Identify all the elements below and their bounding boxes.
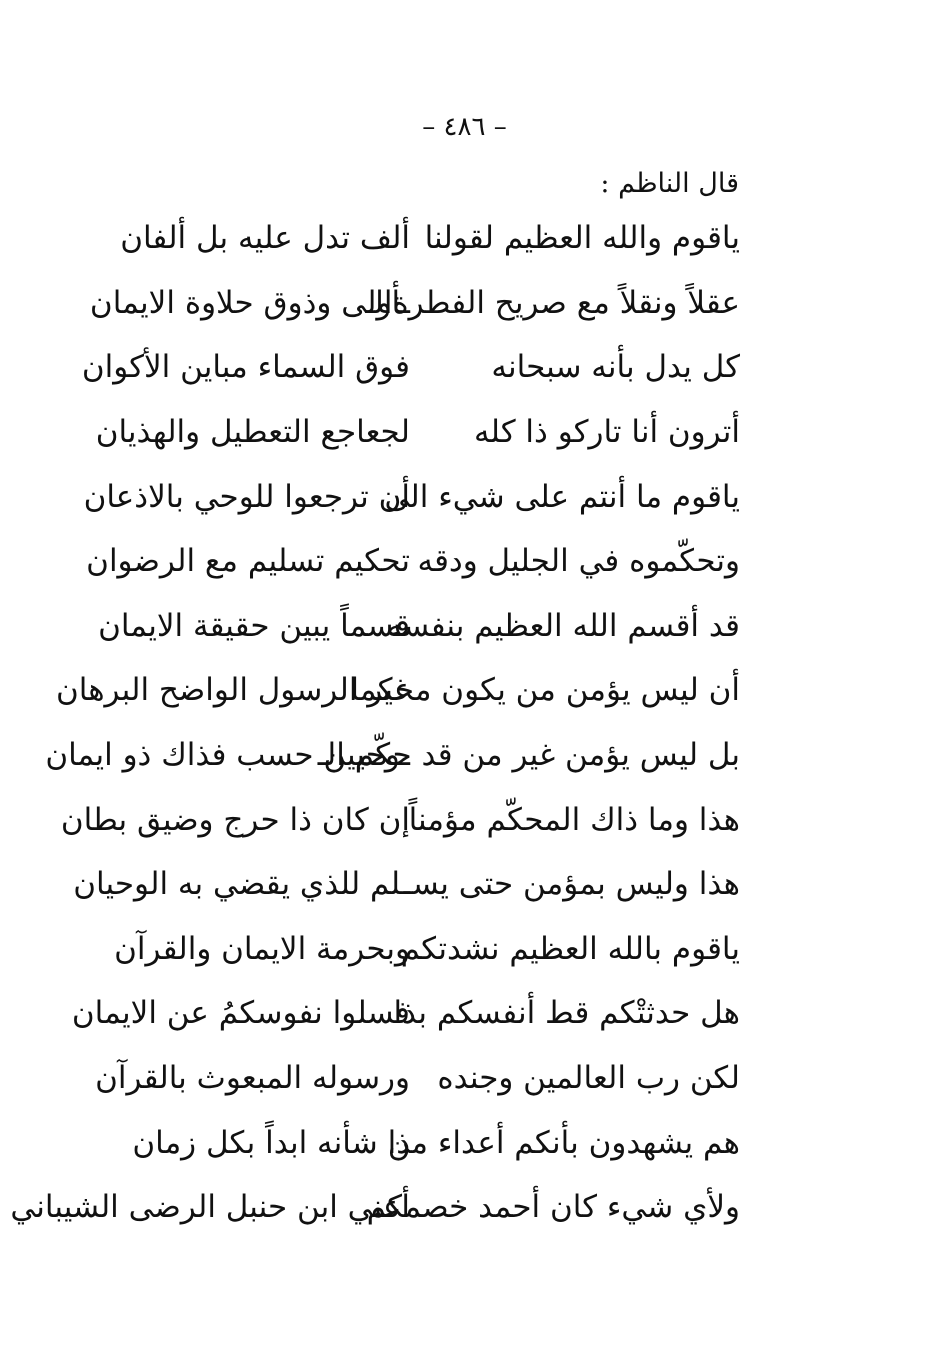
verse-first-hemistich: ولأي شيء كان أحمد خصمكم (366, 1189, 740, 1226)
verse-first-hemistich: هم يشهدون بأنكم أعداء من (387, 1124, 740, 1161)
verse-first-hemistich: هل حدثتْكم قط أنفسكم بذا (393, 995, 740, 1032)
verse-first-hemistich: عقلاً ونقلاً مع صريح الفطرةالـ (365, 284, 740, 321)
verse (45, 723, 740, 788)
verse-second-hemistich: قسماً يبين حقيقة الايمان (98, 607, 410, 644)
verse-second-hemistich: ـلم للذي يقضي به الوحيان (73, 866, 410, 903)
verse-second-hemistich: تحكيم تسليم مع الرضوان (86, 543, 410, 580)
verse (81, 335, 740, 400)
verse-second-hemistich: إن كان ذا حرج وضيق بطان (60, 801, 410, 838)
verse-first-hemistich: ياقوم ما أنتم على شيء الى (384, 478, 740, 515)
verse (10, 1175, 740, 1240)
verse-second-hemistich: أن ترجعوا للوحي بالاذعان (83, 478, 410, 515)
verse-second-hemistich: فسلوا نفوسكمُ عن الايمان (71, 995, 410, 1032)
verse-second-hemistich: لجعاجع التعطيل والهذيان (95, 414, 410, 451)
verse-first-hemistich: أن ليس يؤمن من يكون محكما (350, 672, 740, 709)
verse (83, 464, 740, 529)
verse-first-hemistich: ياقوم بالله العظيم نشدتكم (400, 930, 740, 967)
verse-second-hemistich: ألف تدل عليه بل ألفان (120, 220, 410, 257)
verse-second-hemistich: وبحرمة الايمان والقرآن (114, 930, 410, 967)
verse-second-hemistich: غير الرسول الواضح البرهان (55, 672, 410, 709)
verse (98, 594, 740, 659)
verse-first-hemistich: لكن رب العالمين وجنده (437, 1060, 740, 1097)
verse (73, 852, 740, 917)
verse-second-hemistich: فوق السماء مباين الأكوان (81, 349, 410, 386)
verse (120, 206, 740, 271)
verse (95, 1046, 740, 1111)
verse-first-hemistich: هذا وليس بمؤمن حتى يسـ (403, 866, 740, 903)
verse-first-hemistich: هذا وما ذاك المحكّم مؤمناً (408, 801, 740, 838)
verse (89, 271, 740, 336)
verse (95, 400, 740, 465)
intro-label: قال الناظم : (600, 168, 739, 199)
verse-second-hemistich: ورسوله المبعوث بالقرآن (95, 1060, 410, 1097)
verse (132, 1110, 740, 1175)
verse-first-hemistich: أترون أنا تاركو ذا كله (473, 414, 740, 451)
verse-first-hemistich: بل ليس يؤمن غير من قد حكّم الـ (317, 737, 740, 774)
verse (86, 529, 740, 594)
verse-first-hemistich: ياقوم والله العظيم لقولنا (424, 220, 740, 257)
verse (60, 787, 740, 852)
verse-first-hemistich: قد أقسم الله العظيم بنفسه (386, 607, 740, 644)
page-number: – ٤٨٦ – (422, 112, 507, 142)
verse-second-hemistich: أعني ابن حنبل الرضى الشيباني (10, 1189, 410, 1226)
verse-second-hemistich: ـأولى وذوق حلاوة الايمان (89, 284, 410, 321)
verse (114, 917, 740, 982)
verse-second-hemistich: ـوحيين حسب فذاك ذو ايمان (45, 737, 410, 774)
verse-first-hemistich: كل يدل بأنه سبحانه (491, 349, 740, 386)
verse (71, 981, 740, 1046)
poem (10, 206, 740, 1240)
verse (55, 658, 740, 723)
verse-first-hemistich: وتحكّموه في الجليل ودقه (417, 543, 740, 580)
verse-second-hemistich: ذا شأنه ابداً بكل زمان (132, 1124, 410, 1161)
